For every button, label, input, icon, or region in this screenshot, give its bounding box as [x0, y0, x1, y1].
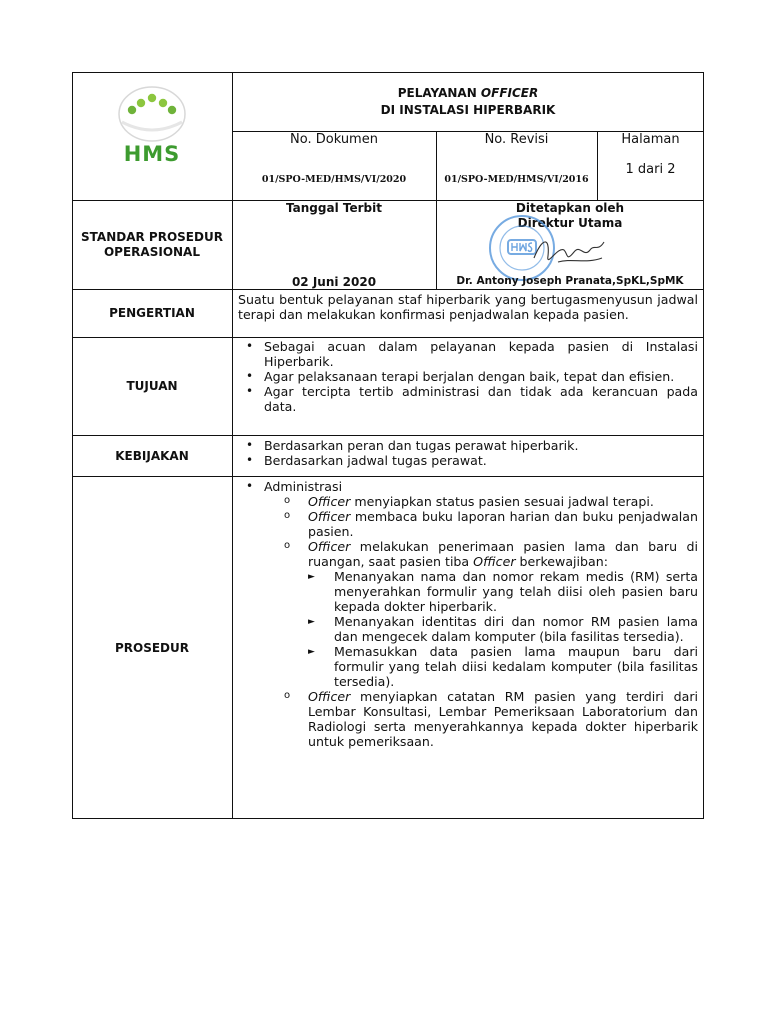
subitem-text: membaca buku laporan harian dan buku penjadwalan pasien. — [308, 509, 698, 539]
kebijakan-list — [232, 438, 704, 468]
title-line-1 — [398, 85, 538, 102]
tanggal-terbit-value: 02 Juni 2020 — [291, 275, 377, 289]
hms-logo-dots-icon — [72, 72, 232, 200]
signatory-name: Dr. Antony Joseph Pranata,SpKL,SpMK — [456, 275, 684, 287]
prosedur-arrow-list — [308, 569, 698, 689]
sop-label — [72, 200, 232, 289]
title-officer: OFFICER — [480, 85, 539, 100]
subitem-text: menyiapkan status pasien sesuai jadwal terapi. — [350, 494, 654, 509]
sop-label-line-2: OPERASIONAL — [103, 244, 200, 259]
officer-word: Officer — [308, 689, 351, 704]
tujuan-list — [232, 339, 704, 414]
sop-label-line-1: STANDAR PROSEDUR — [81, 229, 223, 244]
no-revisi-label: No. Revisi — [484, 132, 549, 147]
prosedur-subitems — [238, 494, 698, 749]
prosedur-arrow-item: ► Menanyakan nama dan nomor rekam medis (RM) serta menyerahkan formulir yang telah diisi oleh pasien baru kepada dokter hiperbarik. — [334, 569, 698, 614]
title-line-2: DI INSTALASI HIPERBARIK — [380, 102, 556, 117]
kebijakan-label: KEBIJAKAN — [115, 448, 189, 463]
ditetapkan-label: Ditetapkan oleh — [515, 201, 625, 215]
no-dokumen-label: No. Dokumen — [290, 132, 378, 147]
subitem-text: menyiapkan catatan RM pasien yang terdiri dari Lembar Konsultasi, Lembar Pemeriksaan Laboratorium dan Radiologi serta menyerahkannya kepada dokter hiperbarik untuk pemeriksaan. — [308, 689, 698, 749]
subitem-text: berkewajiban: — [515, 554, 608, 569]
kebijakan-item: • Berdasarkan jadwal tugas perawat. — [264, 453, 698, 468]
no-dokumen-value: 01/SPO-MED/HMS/VI/2020 — [261, 174, 407, 185]
prosedur-subitem — [308, 689, 698, 749]
signature-icon — [528, 228, 610, 272]
hms-logo — [72, 72, 232, 200]
tanggal-terbit-label: Tanggal Terbit — [286, 201, 382, 215]
tujuan-label: TUJUAN — [126, 379, 178, 393]
prosedur-arrow-item: ► Memasukkan data pasien lama maupun baru dari formulir yang telah diisi kedalam komputer (bila fasilitas tersedia). — [334, 644, 698, 689]
tujuan-item: • Agar pelaksanaan terapi berjalan dengan baik, tepat dan efisien. — [264, 369, 698, 384]
prosedur-subitem — [308, 509, 698, 539]
prosedur-subitem — [308, 539, 698, 689]
direktur-utama-label: Direktur Utama — [517, 216, 623, 230]
prosedur-bullets — [238, 479, 698, 494]
prosedur-content — [232, 479, 704, 749]
subitem-text: melakukan penerimaan pasien lama dan baru di ruangan, saat pasien tiba — [308, 539, 698, 569]
officer-word: Officer — [473, 554, 516, 569]
kebijakan-bullets — [238, 438, 698, 468]
kebijakan-item: • Berdasarkan peran dan tugas perawat hiperbarik. — [264, 438, 698, 453]
title-prefix: PELAYANAN — [397, 85, 481, 100]
tujuan-item: • Agar tercipta tertib administrasi dan tidak ada kerancuan pada data. — [264, 384, 698, 414]
prosedur-label: PROSEDUR — [114, 640, 190, 655]
officer-word: Officer — [308, 539, 351, 554]
prosedur-subitem — [308, 494, 698, 509]
prosedur-item-administrasi: • Administrasi — [264, 479, 698, 494]
logo-text: HMS — [123, 142, 181, 166]
document-title — [232, 72, 704, 131]
officer-word: Officer — [308, 509, 351, 524]
pengertian-label: PENGERTIAN — [109, 306, 195, 320]
no-revisi-value: 01/SPO-MED/HMS/VI/2016 — [444, 174, 589, 185]
prosedur-arrow-item: ► Menanyakan identitas diri dan nomor RM pasien lama dan mengecek dalam komputer (bila fasilitas tersedia). — [334, 614, 698, 644]
halaman-value: 1 dari 2 — [625, 162, 676, 177]
tujuan-bullets — [238, 339, 698, 414]
halaman-label: Halaman — [621, 132, 680, 147]
tujuan-item: • Sebagai acuan dalam pelayanan kepada pasien di Instalasi Hiperbarik. — [264, 339, 698, 369]
pengertian-text: Suatu bentuk pelayanan staf hiperbarik yang bertugasmenyusun jadwal terapi dan melakukan konfirmasi penjadwalan kepada pasien. — [238, 292, 698, 322]
officer-word: Officer — [308, 494, 351, 509]
